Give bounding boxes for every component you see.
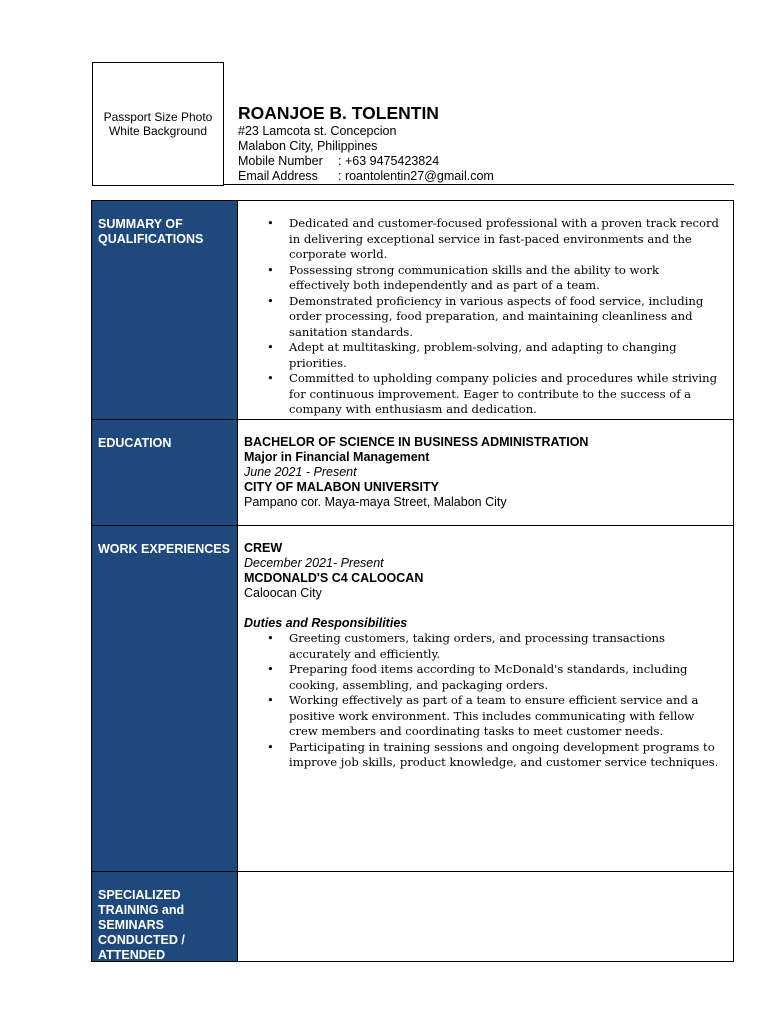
resume-table [91, 200, 734, 962]
mobile-row [238, 154, 494, 169]
work-duty-item: • Participating in training sessions and ongoing development programs to improve job skills, product knowledge, and customer service techniques. [289, 740, 723, 771]
mobile-label: Mobile Number [238, 154, 323, 168]
email-row [238, 169, 494, 184]
work-company: MCDONALD'S C4 CALOOCAN [244, 571, 424, 585]
summary-list [244, 216, 723, 418]
work-position: CREW [244, 541, 283, 555]
summary-item: • Dedicated and customer-focused professional with a proven track record in delivering exceptional service in fast-paced environments and the corporate world. [289, 216, 723, 263]
email-value: : roantolentin27@gmail.com [338, 169, 494, 183]
work-content [238, 526, 733, 871]
work-duties-list [244, 631, 723, 771]
address-line2: Malabon City, Philippines [238, 139, 378, 153]
header-info [238, 102, 494, 184]
mobile-value: : +63 9475423824 [338, 154, 440, 168]
work-section [92, 526, 733, 872]
summary-content [238, 201, 733, 419]
header-divider [224, 184, 734, 185]
training-content [238, 872, 733, 961]
education-content [238, 420, 733, 525]
work-dates: December 2021- Present [244, 556, 384, 570]
summary-item: • Adept at multitasking, problem-solving, and adapting to changing priorities. [289, 340, 723, 371]
photo-placeholder-line1: Passport Size Photo [103, 110, 213, 124]
summary-item: • Committed to upholding company policies and procedures while striving for continuous improvement. Eager to contribute to the success of a company with enthusiasm and dedication. [289, 371, 723, 418]
summary-item: • Demonstrated proficiency in various aspects of food service, including order processing, food preparation, and maintaining cleanliness and sanitation standards. [289, 294, 723, 341]
work-location: Caloocan City [244, 586, 322, 600]
email-label: Email Address [238, 169, 318, 183]
work-duties-heading: Duties and Responsibilities [244, 616, 408, 630]
photo-placeholder [92, 62, 224, 186]
work-duty-item: • Greeting customers, taking orders, and processing transactions accurately and efficiently. [289, 631, 723, 662]
summary-section [92, 201, 733, 420]
photo-placeholder-line2: White Background [108, 124, 208, 138]
education-section [92, 420, 733, 526]
address-line1: #23 Lamcota st. Concepcion [238, 124, 397, 138]
education-address: Pampano cor. Maya-maya Street, Malabon City [244, 495, 507, 509]
education-dates: June 2021 - Present [244, 465, 357, 479]
education-label: EDUCATION [92, 420, 238, 525]
training-label: SPECIALIZED TRAINING and SEMINARS CONDUCTED / ATTENDED [92, 872, 238, 961]
summary-label: SUMMARY OF QUALIFICATIONS [92, 201, 238, 419]
education-major: Major in Financial Management [244, 450, 430, 464]
work-label: WORK EXPERIENCES [92, 526, 238, 871]
summary-item: • Possessing strong communication skills and the ability to work effectively both independently and as part of a team. [289, 263, 723, 294]
applicant-name: ROANJOE B. TOLENTIN [238, 103, 439, 123]
work-duty-item: • Working effectively as part of a team to ensure efficient service and a positive work environment. This includes communicating with fellow crew members and coordinating tasks to meet customer needs. [289, 693, 723, 740]
training-section [92, 872, 733, 961]
education-school: CITY OF MALABON UNIVERSITY [244, 480, 439, 494]
work-duty-item: • Preparing food items according to McDonald's standards, including cooking, assembling, and packaging orders. [289, 662, 723, 693]
education-degree: BACHELOR OF SCIENCE IN BUSINESS ADMINISTRATION [244, 435, 589, 449]
